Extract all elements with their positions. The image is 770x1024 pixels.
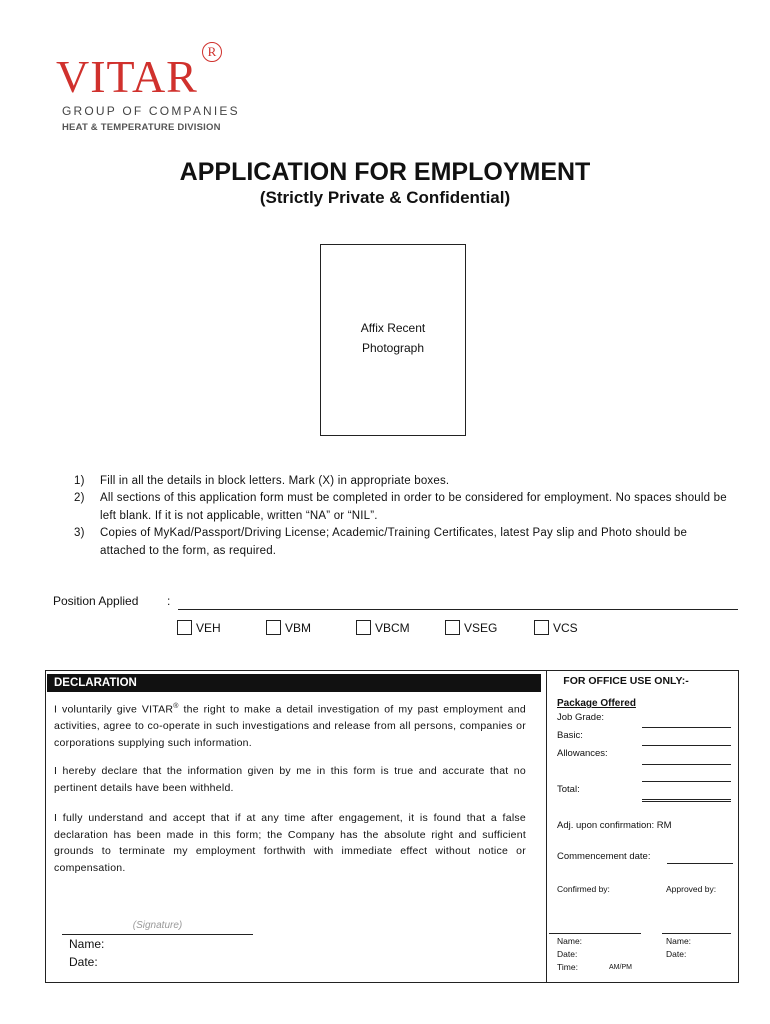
- declaration-paragraph-1: [54, 699, 526, 751]
- package-offered-heading: Package Offered: [557, 698, 636, 709]
- declaration-date-label: Date:: [69, 955, 98, 969]
- declaration-paragraph-2: I hereby declare that the information given by me in this form is true and accurate that no pertinent details have been withheld.: [54, 765, 526, 794]
- checkbox-square-icon[interactable]: [445, 620, 460, 635]
- checkbox-vbm[interactable]: [266, 620, 311, 635]
- checkbox-label: VEH: [196, 620, 221, 635]
- allowances-field[interactable]: [642, 764, 731, 765]
- confirmed-time-label: Time:: [557, 962, 578, 972]
- logo-group-text: GROUP OF COMPANIES: [62, 104, 240, 118]
- declaration-name-label: Name:: [69, 937, 105, 951]
- confirmed-name-label: Name:: [557, 936, 583, 946]
- instruction-number: 1): [74, 475, 85, 487]
- basic-label: Basic:: [557, 730, 583, 741]
- registered-mark-icon: R: [202, 42, 222, 62]
- allowances-label: Allowances:: [557, 748, 608, 759]
- approved-date-label: Date:: [666, 949, 687, 959]
- position-applied-colon: :: [167, 594, 171, 608]
- checkbox-label: VBCM: [375, 620, 410, 635]
- checkbox-vcs[interactable]: [534, 620, 578, 635]
- total-double-line: [642, 801, 731, 802]
- instruction-item: [74, 472, 734, 490]
- checkbox-square-icon[interactable]: [356, 620, 371, 635]
- photo-label-line2: Photograph: [361, 341, 425, 355]
- position-applied-field[interactable]: [178, 609, 738, 610]
- signature-label: (Signature): [132, 920, 183, 931]
- page-subtitle: (Strictly Private & Confidential): [259, 188, 511, 207]
- job-grade-field[interactable]: [642, 727, 731, 728]
- total-label: Total:: [557, 784, 580, 795]
- checkbox-square-icon[interactable]: [266, 620, 281, 635]
- checkbox-veh[interactable]: [177, 620, 221, 635]
- checkbox-label: VBM: [285, 620, 312, 635]
- section-divider: [546, 670, 547, 983]
- instruction-number: 2): [74, 492, 85, 504]
- ampm-label: AM/PM: [609, 964, 632, 971]
- instruction-text: Copies of MyKad/Passport/Driving License; Academic/Training Certificates, latest Pay slip and Photo should be attached to the form, as required.: [100, 527, 688, 557]
- logo-division-text: HEAT & TEMPERATURE DIVISION: [62, 122, 221, 133]
- checkbox-square-icon[interactable]: [177, 620, 192, 635]
- declaration-p1-start: I voluntarily give VITAR: [54, 703, 174, 716]
- instruction-text: Fill in all the details in block letters. Mark (X) in appropriate boxes.: [100, 475, 450, 487]
- checkbox-label: VSEG: [464, 620, 498, 635]
- confirmed-date-label: Date:: [557, 949, 578, 959]
- confirmed-by-signature-field[interactable]: [549, 933, 641, 934]
- office-use-heading: FOR OFFICE USE ONLY:-: [563, 675, 689, 687]
- registered-sup: ®: [173, 703, 179, 710]
- logo-wordmark: VITAR: [56, 51, 198, 102]
- job-grade-label: Job Grade:: [557, 712, 604, 723]
- photo-label: [320, 318, 466, 358]
- approved-name-label: Name:: [666, 936, 692, 946]
- instruction-item: [74, 524, 734, 560]
- approved-by-label: Approved by:: [666, 884, 717, 894]
- checkbox-label: VCS: [553, 620, 578, 635]
- checkbox-square-icon[interactable]: [534, 620, 549, 635]
- checkbox-vseg[interactable]: [445, 620, 497, 635]
- confirmed-by-label: Confirmed by:: [557, 884, 610, 894]
- instruction-text: All sections of this application form must be completed in order to be considered for employment. No spaces should be left blank. If it is not applicable, written “NA” or “NIL”.: [100, 492, 727, 522]
- instruction-number: 3): [74, 527, 85, 539]
- photo-label-line1: Affix Recent: [360, 321, 426, 335]
- position-applied-label: Position Applied: [53, 594, 139, 608]
- declaration-paragraph-3: I fully understand and accept that if at any time after engagement, it is found that a false declaration has been made in this form; the Company has the absolute right and sufficient grounds to terminate my employment forthwith with immediate effect without notice or compensation.: [54, 812, 526, 874]
- commencement-date-label: Commencement date:: [557, 851, 651, 862]
- allowances-field-2[interactable]: [642, 781, 731, 782]
- page-title: APPLICATION FOR EMPLOYMENT: [179, 158, 591, 186]
- approved-by-signature-field[interactable]: [662, 933, 731, 934]
- total-field[interactable]: [642, 799, 731, 800]
- signature-field[interactable]: [62, 934, 253, 935]
- instruction-item: [74, 489, 734, 525]
- declaration-p1-end: the right to make a detail investigation of my past employment and activities, agree to co-operate in such investigations and release from all persons, companies or corporations supplying such information.: [54, 703, 527, 749]
- commencement-date-field[interactable]: [667, 863, 733, 864]
- basic-field[interactable]: [642, 745, 731, 746]
- declaration-heading: DECLARATION: [47, 674, 541, 692]
- adj-confirmation-label: Adj. upon confirmation: RM: [557, 820, 672, 831]
- checkbox-vbcm[interactable]: [356, 620, 410, 635]
